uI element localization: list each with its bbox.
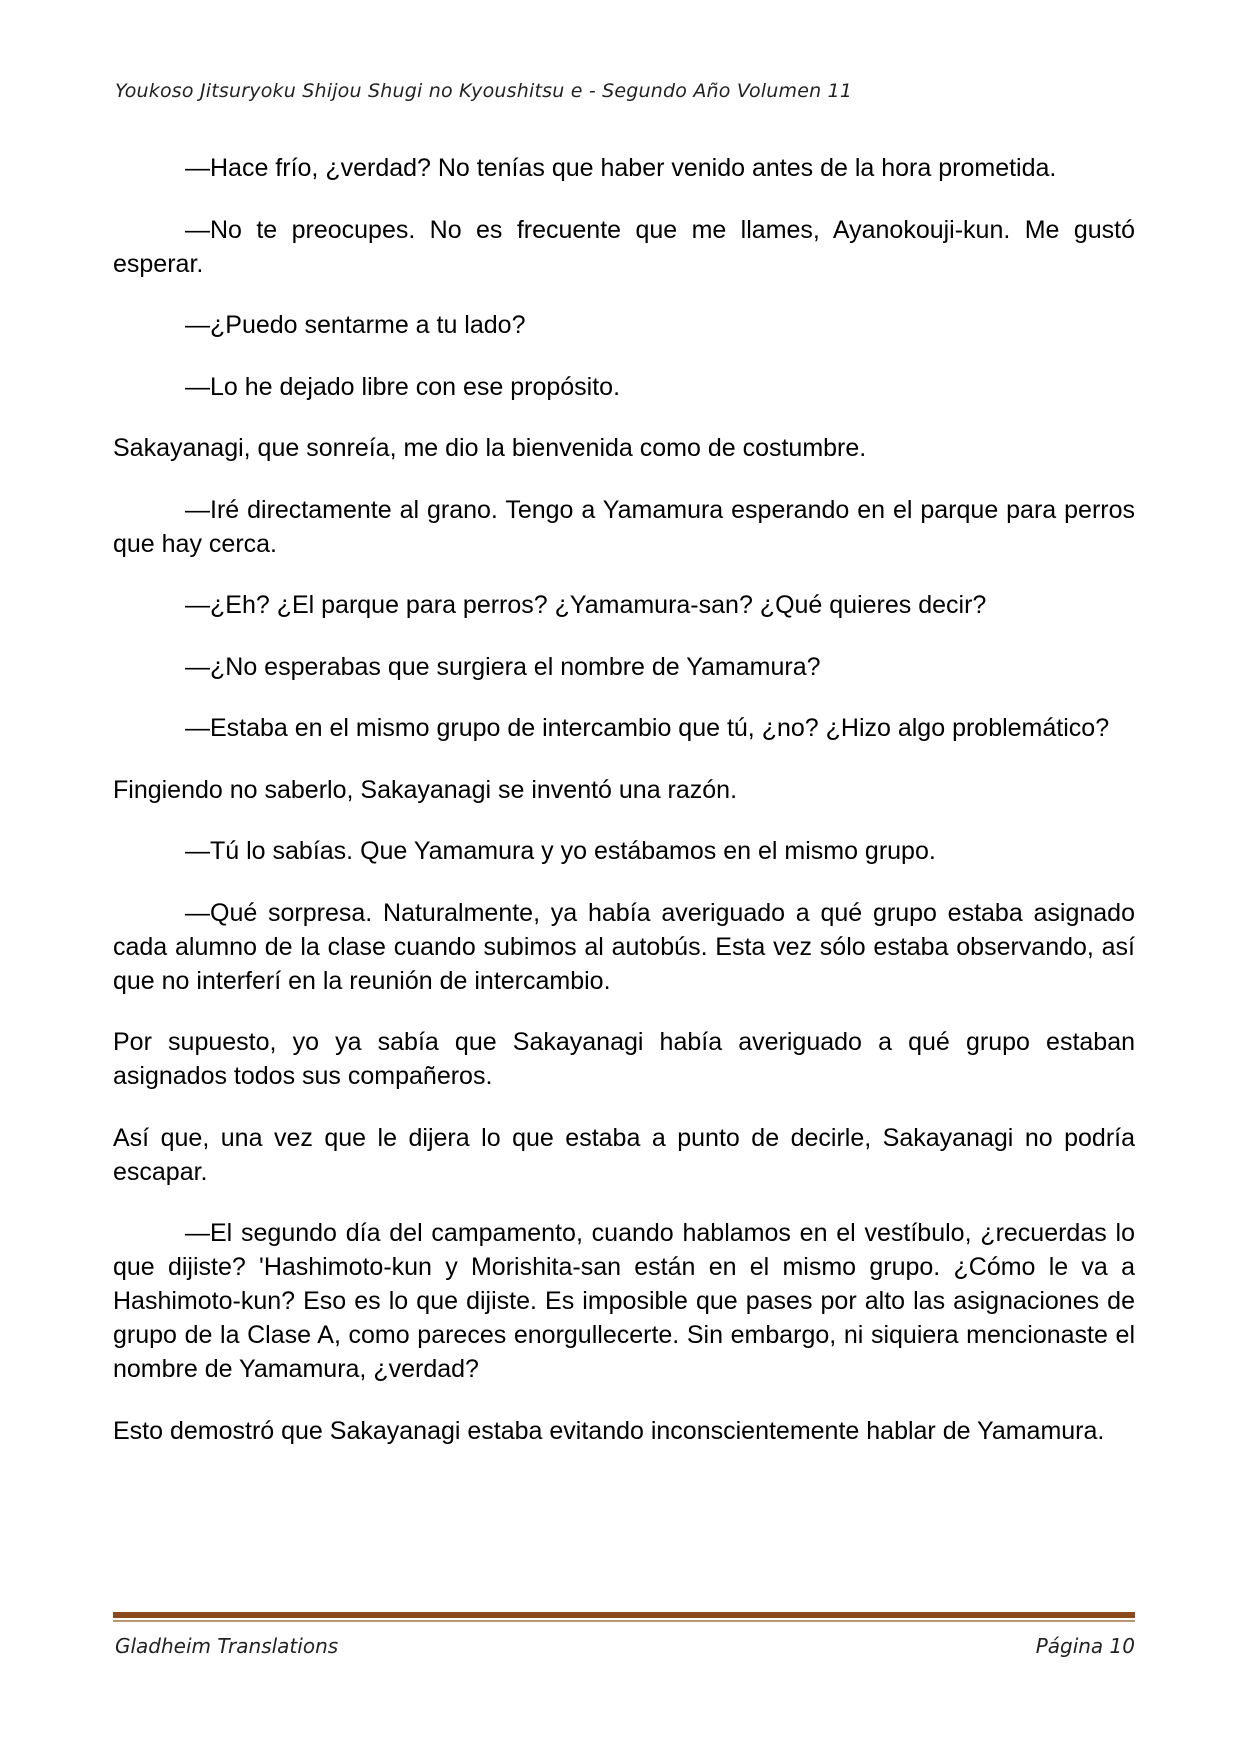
running-header: Youkoso Jitsuryoku Shijou Shugi no Kyoushitsu e - Segundo Año Volumen 11 (115, 80, 853, 102)
footer-divider-thick (113, 1612, 1135, 1618)
dialogue-paragraph: —¿Puedo sentarme a tu lado? (185, 311, 526, 339)
dialogue-paragraph: —No te preocupes. No es frecuente que me llames, Ayanokouji-kun. Me gustó esperar. (113, 215, 1135, 278)
dialogue-paragraph: —Qué sorpresa. Naturalmente, ya había averiguado a qué grupo estaba asignado cada alumno de la clase cuando subimos al autobús. Esta vez sólo estaba observando, así que no interferí en la reunión de intercambio. (113, 898, 1135, 995)
dialogue-paragraph: —Iré directamente al grano. Tengo a Yamamura esperando en el parque para perros que hay cerca. (113, 495, 1135, 558)
page-footer (115, 1634, 1135, 1658)
narration-paragraph: Fingiendo no saberlo, Sakayanagi se inventó una razón. (113, 775, 738, 804)
dialogue-paragraph: —Lo he dejado libre con ese propósito. (185, 372, 621, 401)
page-number: Página 10 (1035, 1634, 1135, 1658)
dialogue-paragraph: —Tú lo sabías. Que Yamamura y yo estábamos en el mismo grupo. (185, 837, 936, 865)
page-body (113, 151, 1135, 1475)
narration-paragraph: Así que, una vez que le dijera lo que estaba a punto de decirle, Sakayanagi no podría escapar. (113, 1123, 1135, 1186)
footer-divider-thin (113, 1620, 1135, 1622)
dialogue-paragraph: —Hace frío, ¿verdad? No tenías que haber venido antes de la hora prometida. (185, 154, 1057, 182)
dialogue-paragraph: —¿Eh? ¿El parque para perros? ¿Yamamura-san? ¿Qué quieres decir? (185, 591, 987, 619)
dialogue-paragraph: —Estaba en el mismo grupo de intercambio que tú, ¿no? ¿Hizo algo problemático? (185, 714, 1110, 742)
narration-paragraph: Sakayanagi, que sonreía, me dio la bienvenida como de costumbre. (113, 434, 867, 462)
footer-translator: Gladheim Translations (115, 1634, 339, 1658)
footer-divider (113, 1612, 1135, 1622)
dialogue-paragraph: —¿No esperabas que surgiera el nombre de Yamamura? (185, 652, 821, 681)
narration-paragraph: Esto demostró que Sakayanagi estaba evitando inconscientemente hablar de Yamamura. (113, 1416, 1105, 1445)
dialogue-paragraph: —El segundo día del campamento, cuando hablamos en el vestíbulo, ¿recuerdas lo que dijiste? 'Hashimoto-kun y Morishita-san están en el mismo grupo. ¿Cómo le va a Hashimoto-kun? Eso es lo que dijiste. Es imposible que pases por alto las asignaciones de grupo de la Clase A, como pareces enorgullecerte. Sin embargo, ni siquiera mencionaste el nombre de Yamamura, ¿verdad? (113, 1219, 1135, 1383)
narration-paragraph: Por supuesto, yo ya sabía que Sakayanagi había averiguado a qué grupo estaban asignados todos sus compañeros. (113, 1028, 1135, 1090)
